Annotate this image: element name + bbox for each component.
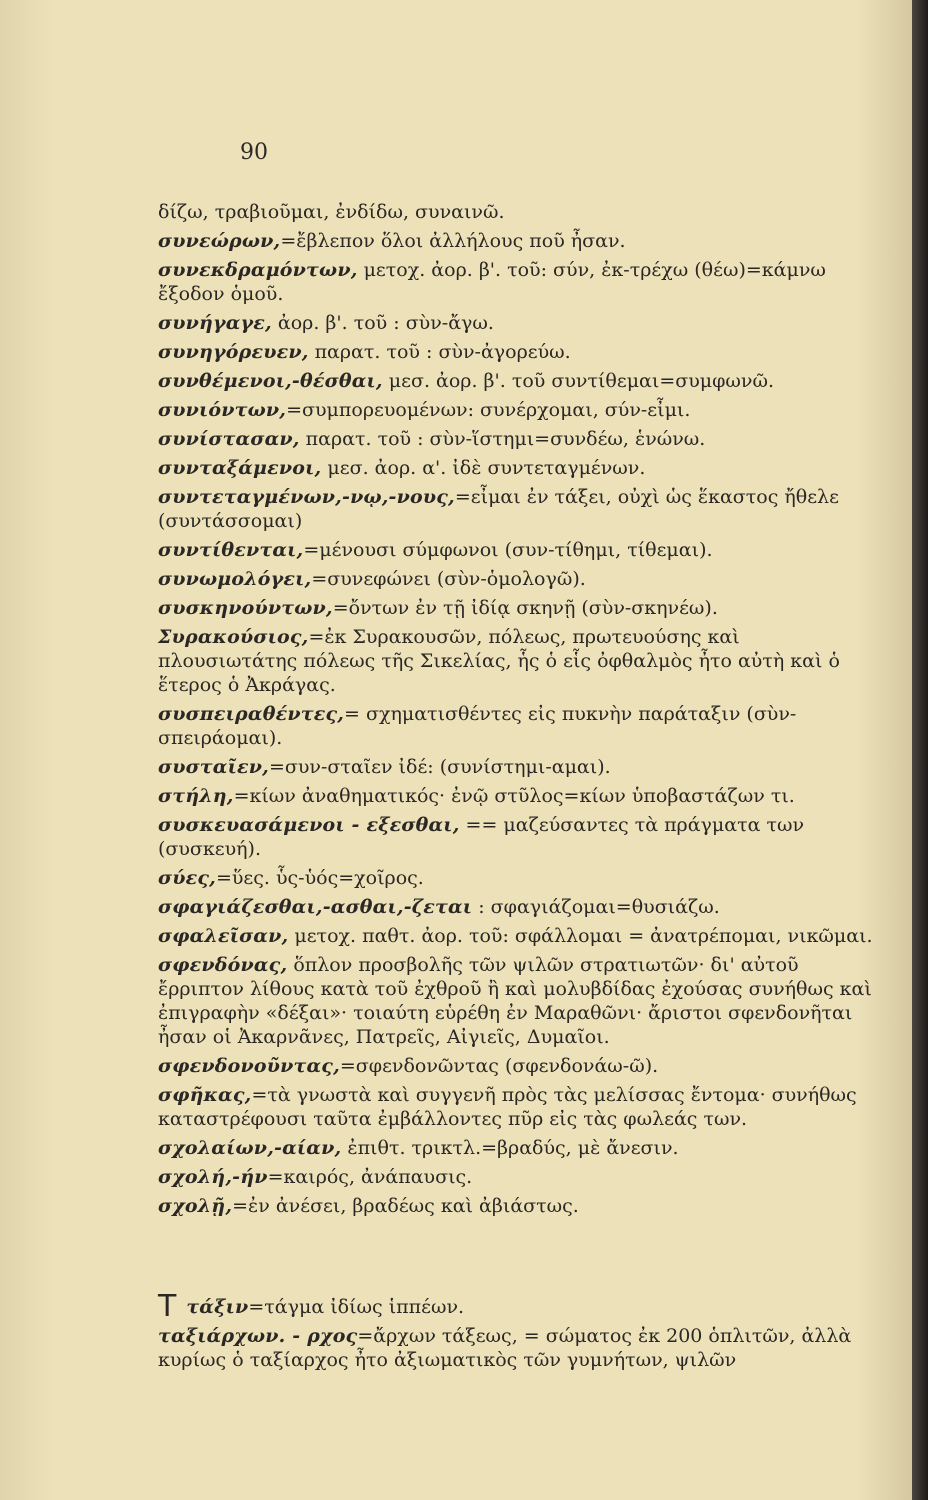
entry-lemma: σφενδόνας, — [158, 954, 288, 976]
glossary-entry — [158, 1165, 880, 1189]
glossary-entry — [158, 596, 880, 620]
entry-definition: ἀορ. β'. τοῦ : σὺν-ἄγω. — [271, 312, 494, 334]
book-edge — [912, 0, 928, 1500]
entry-definition: μεσ. ἀορ. α'. ἰδὲ συντεταγμένων. — [321, 457, 646, 479]
entry-lemma: σφαγιάζεσθαι,-ασθαι,-ζεται — [158, 896, 473, 918]
glossary-entry — [158, 485, 880, 533]
glossary-entry — [158, 813, 880, 861]
glossary-entry — [158, 398, 880, 422]
entry-definition: =συνεφώνει (σὺν-ὁμολογῶ). — [311, 568, 586, 590]
glossary-entry — [158, 1136, 880, 1160]
entry-definition: =κίων ἀναθηματικός· ἐνῷ στῦλος=κίων ὑποβαστάζων τι. — [233, 785, 795, 807]
entry-definition: =ὕες. ὗς-ὑός=χοῖρος. — [215, 867, 424, 889]
entry-definition: παρατ. τοῦ : σὺν-ἵστημι=συνδέω, ἑνώνω. — [299, 428, 706, 450]
entry-lemma: συσπειραθέντες, — [158, 703, 345, 725]
entry-lemma: σφῆκας, — [158, 1084, 252, 1106]
entry-lemma: συνωμολόγει, — [158, 568, 312, 590]
glossary-entry — [158, 866, 880, 890]
entry-lemma: σύες, — [158, 867, 216, 889]
glossary-entry — [158, 369, 880, 393]
entry-lemma: στήλη, — [158, 785, 234, 807]
entry-definition: =τὰ γνωστὰ καὶ συγγενῆ πρὸς τὰς μελίσσας ἔντομα· συνήθως καταστρέφουσι ταῦτα ἐμβάλλοντες πῦρ εἰς τὰς φωλεάς των. — [158, 1084, 857, 1130]
glossary-entry — [158, 702, 880, 750]
entry-definition: =καιρός, ἀνάπαυσις. — [267, 1166, 473, 1188]
entry-lemma: συνεκδραμόντων, — [158, 259, 358, 281]
entry-lemma: συντεταγμένων,-νῳ,-νους, — [158, 486, 455, 508]
entry-lemma: συνίστασαν, — [158, 428, 300, 450]
entry-definition: δίζω, τραβιοῦμαι, ἐνδίδω, συναινῶ. — [158, 201, 505, 223]
entry-lemma: συνταξάμενοι, — [158, 457, 322, 479]
glossary-entry — [158, 258, 880, 306]
glossary-entry — [158, 953, 880, 1049]
entry-definition: μετοχ. ἀορ. β'. τοῦ: σύν, ἐκ-τρέχω (θέω)=κάμνω ἔξοδον ὁμοῦ. — [158, 259, 826, 305]
glossary-entry — [158, 311, 880, 335]
entry-definition: μετοχ. παθτ. ἀορ. τοῦ: σφάλλομαι = ἀνατρέπομαι, νικῶμαι. — [288, 925, 873, 947]
entry-lemma: τάξιν — [186, 1296, 249, 1318]
entry-lemma: συντίθενται, — [158, 539, 304, 561]
section-letter: Τ — [158, 1289, 177, 1324]
glossary-entry — [158, 1083, 880, 1131]
entry-definition: =σφενδονῶντας (σφενδονάω-ῶ). — [339, 1055, 659, 1077]
entry-lemma: συσκηνούντων, — [158, 597, 333, 619]
entry-definition: =ἐκ Συρακουσῶν, πόλεως, πρωτευούσης καὶ πλουσιωτάτης πόλεως τῆς Σικελίας, ἧς ὁ εἷς ὀφθαλμὸς ἦτο αὐτὴ καὶ ὁ ἕτερος ὁ Ἀκράγας. — [158, 626, 840, 696]
entry-definition: =συμπορευομένων: συνέρχομαι, σύν-εἶμι. — [286, 399, 691, 421]
entry-lemma: σχολή,-ήν — [158, 1166, 268, 1188]
entry-lemma: σχολῇ, — [158, 1195, 233, 1217]
entry-definition: = σχηματισθέντες εἰς πυκνὴν παράταξιν (σὺν-σπειράομαι). — [158, 703, 797, 749]
entry-definition: =ὄντων ἐν τῇ ἰδίᾳ σκηνῇ (σὺν-σκηνέω). — [332, 597, 718, 619]
entry-definition: =ἐν ἀνέσει, βραδέως καὶ ἀβιάστως. — [232, 1195, 579, 1217]
glossary-entry — [158, 1054, 880, 1078]
entry-definition: =μένουσι σύμφωνοι (συν-τίθημι, τίθεμαι). — [303, 539, 713, 561]
entry-definition: μεσ. ἀορ. β'. τοῦ συντίθεμαι=συμφωνῶ. — [382, 370, 774, 392]
glossary-entry — [158, 1324, 880, 1372]
entry-definition: =ἔβλεπον ὅλοι ἀλλήλους ποῦ ἦσαν. — [280, 230, 626, 252]
entry-lemma: συνθέμενοι,-θέσθαι, — [158, 370, 383, 392]
section-tau — [158, 1289, 880, 1377]
entry-definition: =τάγμα ἰδίως ἱππέων. — [248, 1296, 465, 1318]
glossary-entry — [158, 538, 880, 562]
glossary-entry — [158, 1289, 880, 1324]
entry-lemma: Συρακούσιος, — [158, 626, 309, 648]
glossary-entry — [158, 340, 880, 364]
glossary-entry — [158, 200, 880, 224]
entry-lemma: σφαλεῖσαν, — [158, 925, 289, 947]
entry-definition: =ἄρχων τάξεως, = σώματος ἐκ 200 ὁπλιτῶν, ἀλλὰ κυρίως ὁ ταξίαρχος ἦτο ἀξιωματικὸς τῶν γυμνήτων, ψιλῶν — [158, 1325, 852, 1371]
entry-definition: =συν-σταῖεν ἰδέ: (συνίστημι-αμαι). — [268, 756, 611, 778]
entry-lemma: συνιόντων, — [158, 399, 287, 421]
entry-lemma: σχολαίων,-αίαν, — [158, 1137, 342, 1159]
entry-lemma: συσταῖεν, — [158, 756, 269, 778]
glossary-entries — [158, 200, 880, 1223]
glossary-entry — [158, 895, 880, 919]
page-number: 90 — [240, 140, 268, 165]
glossary-entry — [158, 567, 880, 591]
entry-definition: παρατ. τοῦ : σὺν-ἀγορεύω. — [308, 341, 571, 363]
entry-lemma: συνήγαγε, — [158, 312, 272, 334]
entry-lemma: ταξιάρχων. - ρχος — [158, 1325, 358, 1347]
entry-definition: : σφαγιάζομαι=θυσιάζω. — [472, 896, 720, 918]
glossary-entry — [158, 1194, 880, 1218]
glossary-entry — [158, 924, 880, 948]
entry-definition: ὅπλον προσβολῆς τῶν ψιλῶν στρατιωτῶν· δι' αὐτοῦ ἔρριπτον λίθους κατὰ τοῦ ἐχθροῦ ἢ καὶ μολυβδίδας ἐχούσας συνήθως καὶ ἐπιγραφὴν «δέξαι»· τοιαύτη εὑρέθη ἐν Μαραθῶνι· ἄριστοι σφενδονῆται ἦσαν οἱ Ἀκαρνᾶνες, Πατρεῖς, Αἰγιεῖς, Δυμαῖοι. — [158, 954, 872, 1048]
glossary-entry — [158, 755, 880, 779]
entry-lemma: συσκευασάμενοι - εξεσθαι, — [158, 814, 460, 836]
entry-definition: == μαζεύσαντες τὰ πράγματα των (συσκευή). — [158, 814, 805, 860]
glossary-entry — [158, 625, 880, 697]
entry-lemma: συνεώρων, — [158, 230, 281, 252]
glossary-entry — [158, 427, 880, 451]
glossary-entry — [158, 229, 880, 253]
glossary-entry — [158, 456, 880, 480]
entry-lemma: σφενδονοῦντας, — [158, 1055, 340, 1077]
entry-definition: ἐπιθτ. τρικτλ.=βραδύς, μὲ ἄνεσιν. — [341, 1137, 679, 1159]
entry-lemma: συνηγόρευεν, — [158, 341, 309, 363]
entry-definition: =εἶμαι ἐν τάξει, οὐχὶ ὡς ἕκαστος ἤθελε (συντάσσομαι) — [158, 486, 839, 532]
glossary-entry — [158, 784, 880, 808]
